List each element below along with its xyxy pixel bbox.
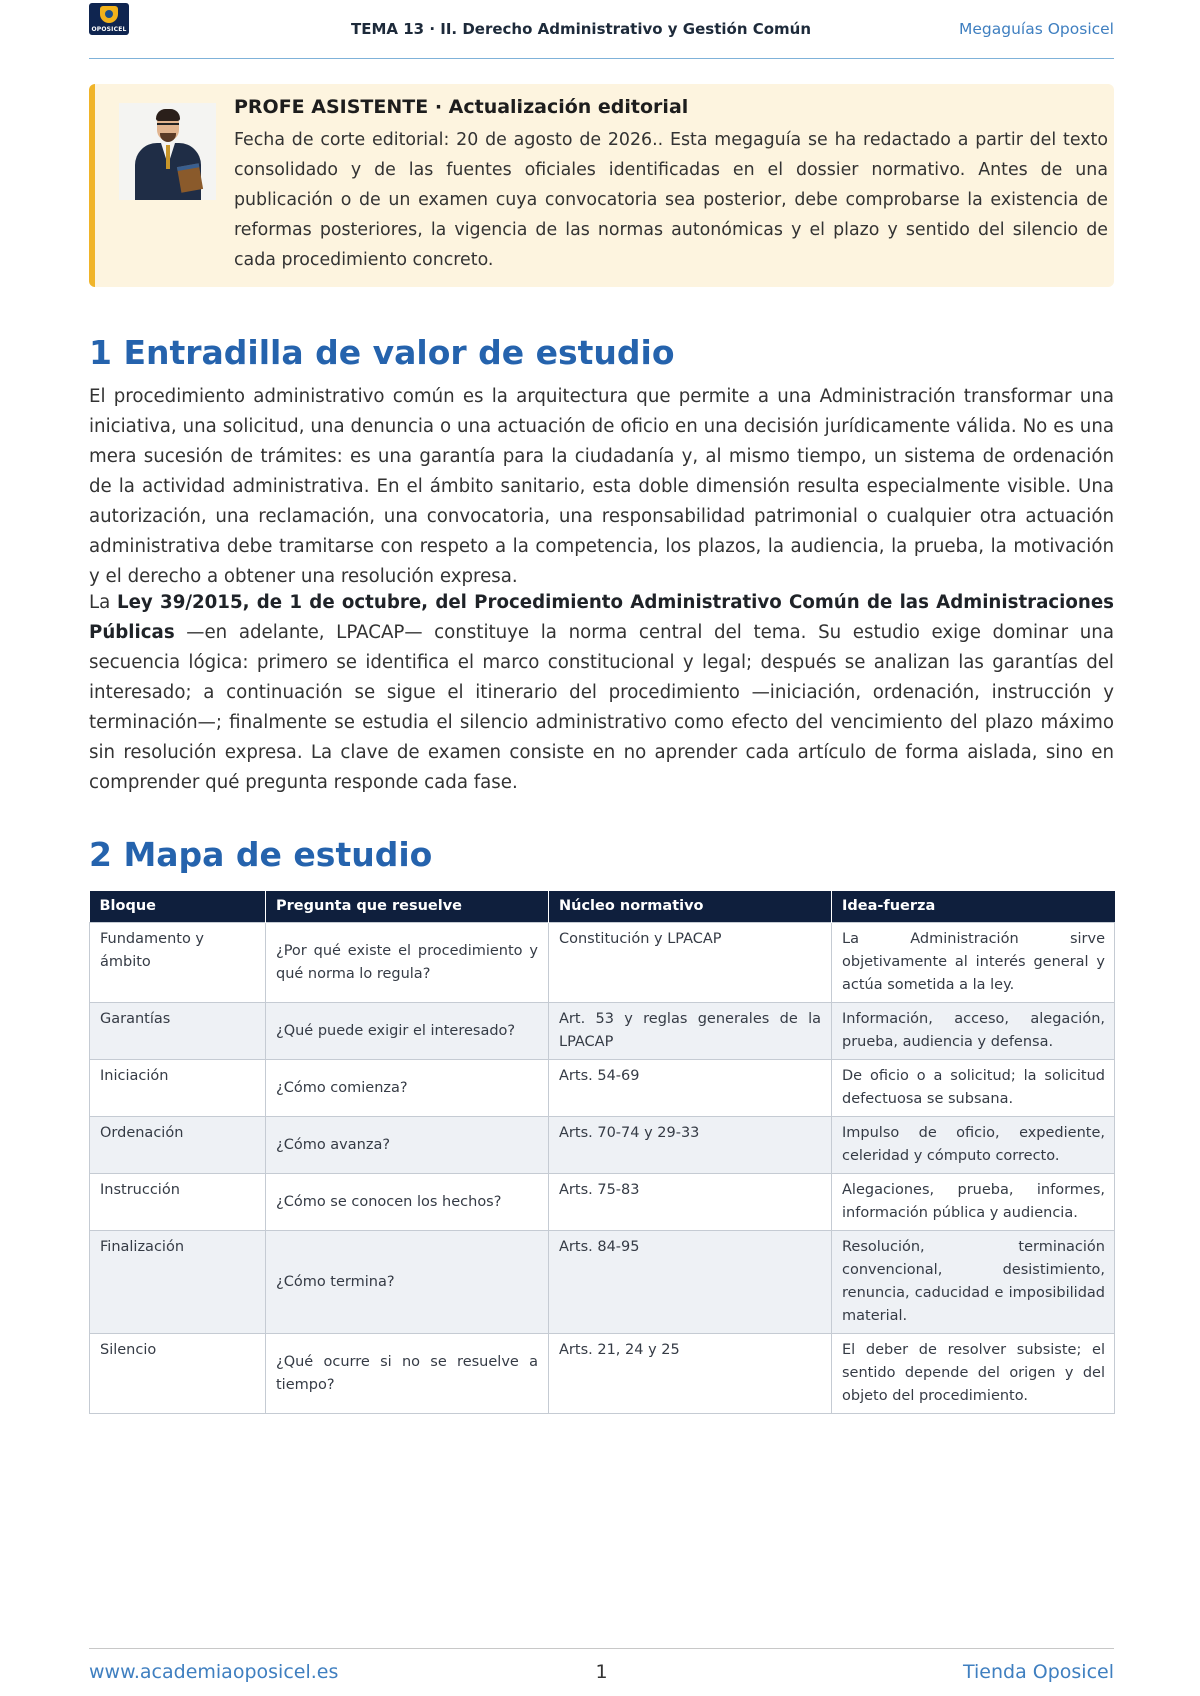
shield-icon: [100, 6, 118, 23]
store-link[interactable]: Tienda Oposicel: [962, 1661, 1114, 1683]
table-cell: Art. 53 y reglas generales de la LPACAP: [549, 1003, 832, 1060]
column-header: Bloque: [90, 891, 266, 923]
intro-paragraph-2: [89, 588, 1114, 798]
table-cell: Arts. 75-83: [549, 1174, 832, 1231]
table-cell: El deber de resolver subsiste; el sentido depende del origen y del objeto del procedimiento.: [832, 1334, 1115, 1414]
table-cell: La Administración sirve objetivamente al interés general y actúa sometida a la ley.: [832, 923, 1115, 1003]
oposicel-logo: [89, 3, 129, 35]
table-cell: ¿Qué puede exigir el interesado?: [266, 1003, 549, 1060]
table-cell: Impulso de oficio, expediente, celeridad y cómputo correcto.: [832, 1117, 1115, 1174]
table-cell: ¿Cómo se conocen los hechos?: [266, 1174, 549, 1231]
column-header: Núcleo normativo: [549, 891, 832, 923]
page-header: [89, 0, 1114, 59]
intro-paragraph-1: El procedimiento administrativo común es la arquitectura que permite a una Administración transformar una iniciativa, una solicitud, una denuncia o una actuación de oficio en una decisión jurídicamente válida. No es una mera sucesión de trámites: es una garantía para la ciudadanía y, al mismo tiempo, un sistema de ordenación de la actividad administrativa. En el ámbito sanitario, esta doble dimensión resulta especialmente visible. Una autorización, una reclamación, una convocatoria, una responsabilidad patrimonial o cualquier otra actuación administrativa debe tramitarse con respeto a la competencia, los plazos, la audiencia, la prueba, la motivación y el derecho a obtener una resolución expresa.: [89, 386, 1114, 587]
table-cell: De oficio o a solicitud; la solicitud defectuosa se subsana.: [832, 1060, 1115, 1117]
table-cell: Finalización: [90, 1231, 266, 1334]
callout-title: PROFE ASISTENTE · Actualización editorial: [234, 96, 689, 118]
paragraph-rest: —en adelante, LPACAP— constituye la norma central del tema. Su estudio exige dominar una secuencia lógica: primero se identifica el marco constitucional y legal; después se analizan las garantías del interesado; a continuación se sigue el itinerario del procedimiento —iniciación, ordenación, instrucción y terminación—; finalmente se estudia el silencio administrativo como efecto del vencimiento del plazo máximo sin resolución expresa. La clave de examen consiste en no aprender cada artículo de forma aislada, sino en comprender qué pregunta responde cada fase.: [89, 622, 1114, 793]
table-cell: Garantías: [90, 1003, 266, 1060]
table-cell: Arts. 54-69: [549, 1060, 832, 1117]
table-cell: Ordenación: [90, 1117, 266, 1174]
table-cell: Arts. 21, 24 y 25: [549, 1334, 832, 1414]
table-row: [90, 1117, 1115, 1174]
editorial-callout: [89, 84, 1114, 287]
table-cell: ¿Cómo comienza?: [266, 1060, 549, 1117]
table-row: [90, 1174, 1115, 1231]
header-title: TEMA 13 · II. Derecho Administrativo y Gestión Común: [351, 20, 812, 38]
table-cell: ¿Cómo avanza?: [266, 1117, 549, 1174]
table-cell: Constitución y LPACAP: [549, 923, 832, 1003]
document-page: [89, 0, 1114, 1696]
website-link[interactable]: www.academiaoposicel.es: [89, 1661, 339, 1683]
page-footer: [89, 1648, 1114, 1689]
section-heading-intro: 1 Entradilla de valor de estudio: [89, 333, 675, 372]
table-cell: Iniciación: [90, 1060, 266, 1117]
table-cell: Instrucción: [90, 1174, 266, 1231]
table-cell: Información, acceso, alegación, prueba, audiencia y defensa.: [832, 1003, 1115, 1060]
law-name: Ley 39/2015, de 1 de octubre, del Procedimiento Administrativo Común de las Administraciones Públicas: [89, 592, 1114, 643]
table-row: [90, 923, 1115, 1003]
column-header: Pregunta que resuelve: [266, 891, 549, 923]
table-cell: Alegaciones, prueba, informes, información pública y audiencia.: [832, 1174, 1115, 1231]
table-cell: Silencio: [90, 1334, 266, 1414]
logo-text: OPOSICEL: [91, 26, 127, 33]
section-heading-map: 2 Mapa de estudio: [89, 835, 433, 874]
page-number: 1: [595, 1661, 608, 1683]
column-header: Idea-fuerza: [832, 891, 1115, 923]
paragraph-lead: La: [89, 592, 111, 613]
table-cell: Arts. 84-95: [549, 1231, 832, 1334]
study-map-table: [89, 891, 1115, 1414]
table-row: [90, 1060, 1115, 1117]
table-cell: Arts. 70-74 y 29-33: [549, 1117, 832, 1174]
callout-body: Fecha de corte editorial: 20 de agosto de 2026.. Esta megaguía se ha redactado a partir del texto consolidado y de las fuentes oficiales identificadas en el dossier normativo. Antes de una publicación o de un examen cuya convocatoria sea posterior, debe comprobarse la existencia de reformas posteriores, la vigencia de las normas autonómicas y el plazo y sentido del silencio de cada procedimiento concreto.: [234, 130, 1108, 270]
teacher-avatar: [119, 103, 216, 200]
table-cell: ¿Cómo termina?: [266, 1231, 549, 1334]
table-row: [90, 1334, 1115, 1414]
table-cell: ¿Por qué existe el procedimiento y qué norma lo regula?: [266, 923, 549, 1003]
table-cell: Fundamento y ámbito: [90, 923, 266, 1003]
books-icon: [177, 163, 203, 192]
table-cell: ¿Qué ocurre si no se resuelve a tiempo?: [266, 1334, 549, 1414]
table-row: [90, 1231, 1115, 1334]
table-header-row: [90, 891, 1115, 923]
table-cell: Resolución, terminación convencional, desistimiento, renuncia, caducidad e imposibilidad material.: [832, 1231, 1115, 1334]
header-brand: Megaguías Oposicel: [959, 20, 1114, 38]
table-row: [90, 1003, 1115, 1060]
